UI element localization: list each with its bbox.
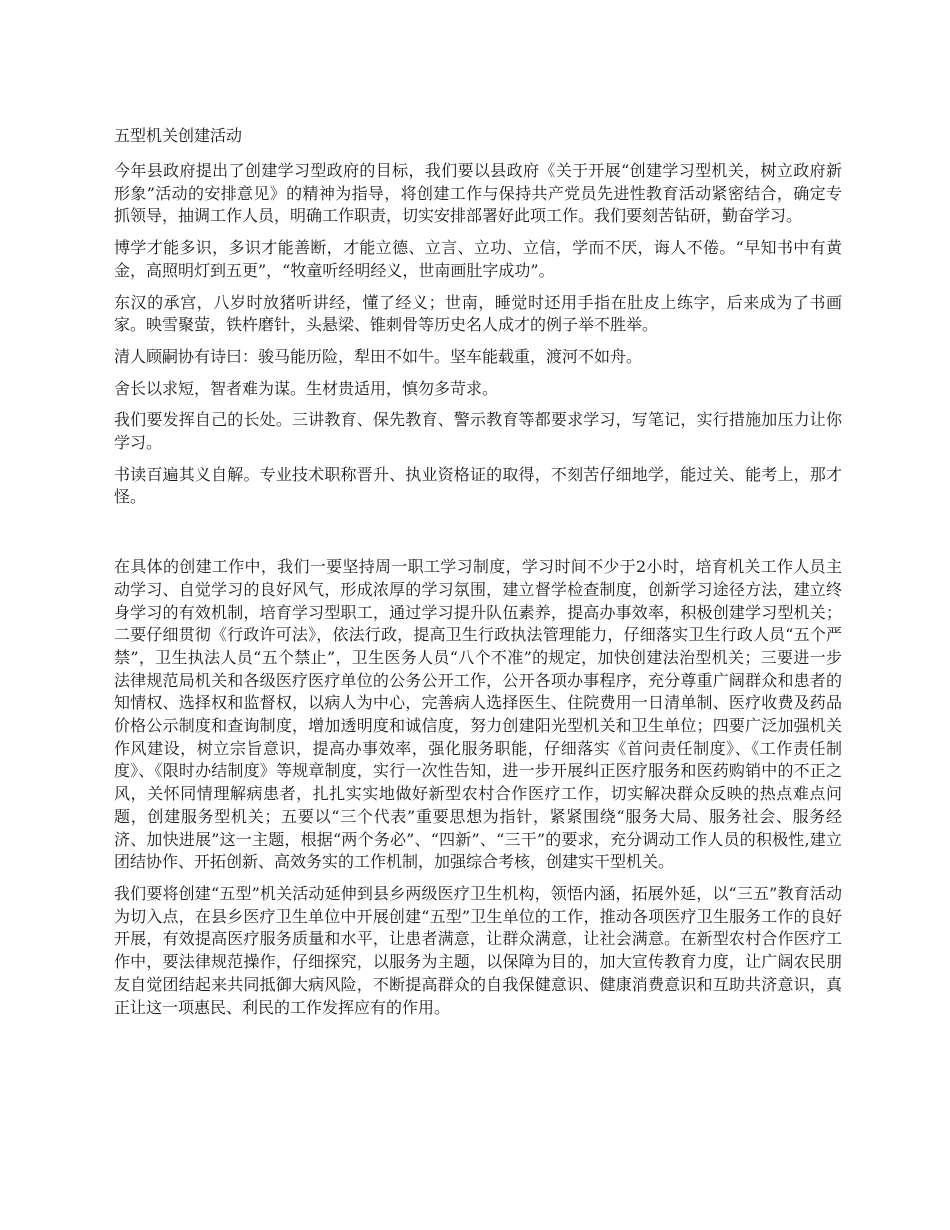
document-body (114, 124, 842, 1028)
paragraph-strengths: 我们要发挥自己的长处。三讲教育、保先教育、警示教育等都要求学习，写笔记，实行措施加压力让你学习。 (114, 410, 842, 453)
paragraph-extension: 我们要将创建“五型”机关活动延伸到县乡两级医疗卫生机构，领悟内涵，拓展外延，以“三五”教育活动为切入点，在县乡医疗卫生单位中开展创建“五型”卫生单位的工作，推动各项医疗卫生服务工作的良好开展，有效提高医疗服务质量和水平，让患者满意，让群众满意，让社会满意。在新型农村合作医疗工作中，要法律规范操作，仔细探究，以服务为主题，以保障为目的，加大宣传教育力度，让广阔农民朋友自觉团结起来共同抵御大病风险，不断提高群众的自我保健意识、健康消费意识和互助共济意识，真正让这一项惠民、利民的工作发挥应有的作用。 (114, 883, 842, 1017)
paragraph-measures: 在具体的创建工作中，我们一要坚持周一职工学习制度，学习时间不少于2小时，培育机关工作人员主动学习、自觉学习的良好风气，形成浓厚的学习氛围，建立督学检查制度，创新学习途径方法，建立终身学习的有效机制，培育学习型职工，通过学习提升队伍素养，提高办事效率，积极创建学习型机关；二要仔细贯彻《行政许可法》，依法行政，提高卫生行政执法管理能力，仔细落实卫生行政人员“五个严禁”，卫生执法人员“五个禁止”，卫生医务人员“八个不准”的规定，加快创建法治型机关；三要进一步法律规范局机关和各级医疗医疗单位的公务公开工作，公开各项办事程序，充分尊重广阔群众和患者的知情权、选择权和监督权，以病人为中心，完善病人选择医生、住院费用一日清单制、医疗收费及药品价格公示制度和查询制度，增加透明度和诚信度，努力创建阳光型机关和卫生单位；四要广泛加强机关作风建设，树立宗旨意识，提高办事效率，强化服务职能，仔细落实《首问责任制度》、《工作责任制度》、《限时办结制度》等规章制度，实行一次性告知，进一步开展纠正医疗服务和医药购销中的不正之风，关怀同情理解病患者，扎扎实实地做好新型农村合作医疗工作，切实解决群众反映的热点难点问题，创建服务型机关；五要以“三个代表”重要思想为指针，紧紧围绕“服务大局、服务社会、服务经济、加快进展”这一主题，根据“两个务必”、“四新”、“三干”的要求，充分调动工作人员的积极性,建立团结协作、开拓创新、高效务实的工作机制，加强综合考核，创建实干型机关。 (114, 557, 842, 872)
paragraph-examples: 东汉的承宫，八岁时放猪听讲经，懂了经义；世南，睡觉时还用手指在肚皮上练字，后来成为了书画家。映雪聚萤，铁杵磨针，头悬梁、锥刺骨等历史名人成才的例子举不胜举。 (114, 292, 842, 335)
paragraph-poem-2: 舍长以求短，智者难为谋。生材贵适用，慎勿多苛求。 (114, 378, 499, 398)
paragraph-reading: 书读百遍其义自解。专业技术职称晋升、执业资格证的取得，不刻苦仔细地学，能过关、能考上，那才怪。 (114, 464, 842, 507)
paragraph-intro: 今年县政府提出了创建学习型政府的目标，我们要以县政府《关于开展“创建学习型机关，树立政府新形象”活动的安排意见》的精神为指导，将创建工作与保持共产党员先进性教育活动紧密结合，确定专抓领导，抽调工作人员，明确工作职责，切实安排部署好此项工作。我们要刻苦钻研，勤奋学习。 (114, 161, 842, 226)
paragraph-poem-1: 清人顾嗣协有诗曰：骏马能历险，犁田不如牛。坚车能载重，渡河不如舟。 (114, 346, 643, 366)
document-title: 五型机关创建活动 (114, 126, 243, 145)
paragraph-learning: 博学才能多识，多识才能善断，才能立德、立言、立功、立信，学而不厌，诲人不倦。“早知书中有黄金，高照明灯到五更”，“牧童听经明经义，世南画肚字成功”。 (114, 238, 842, 280)
